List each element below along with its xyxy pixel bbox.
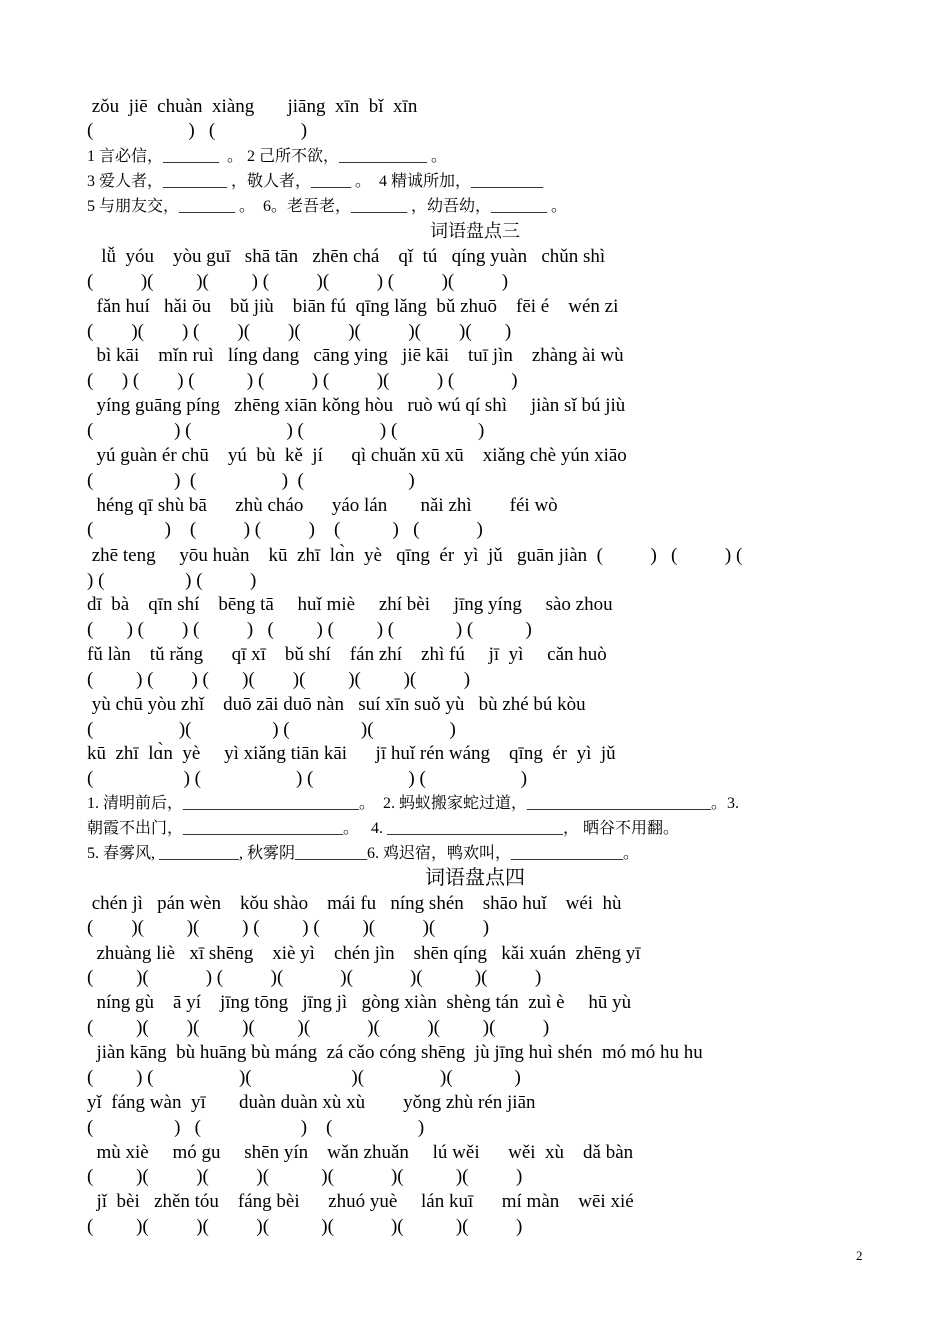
pinyin-line: yú guàn ér chū yú bù kě jí qì chuǎn xū xū xiǎng chè yún xiāo	[87, 445, 627, 466]
answer-brackets-line[interactable]: ( )( ) ( )( )	[87, 719, 456, 740]
answer-brackets-line[interactable]: ( )( )( )( )( )( )( )	[87, 1166, 523, 1187]
fill-in-sentence-line[interactable]: 5 与朋友交，_______ 。 6。老吾老，_______ ，幼吾幼，_______ 。	[87, 198, 568, 215]
section-title: 词语盘点三	[430, 221, 520, 241]
pinyin-line: bì kāi mǐn ruì líng dang cāng ying jiē kāi tuī jìn zhàng ài wù	[87, 345, 624, 366]
answer-brackets-line[interactable]: ) ( ) ( )	[87, 570, 257, 591]
pinyin-line: kū zhī lɑ̀n yè yì xiǎng tiān kāi jī huǐ rén wáng qīng ér yì jǔ	[87, 743, 616, 764]
pinyin-line: zhuàng liè xī shēng xiè yì chén jìn shēn qíng kǎi xuán zhēng yī	[87, 943, 641, 964]
answer-brackets-line[interactable]: ( ) ( ) ( ) ( )	[87, 420, 485, 441]
pinyin-line: chén jì pán wèn kǒu shào mái fu níng shén shāo huǐ wéi hù	[87, 893, 622, 914]
answer-brackets-line[interactable]: ( ) ( ) ( ) ( ) ( ) ( ) ( )	[87, 619, 532, 640]
answer-brackets-line[interactable]: ( ) ( ) ( ) ( )	[87, 768, 528, 789]
pinyin-line: mù xiè mó gu shēn yín wǎn zhuǎn lú wěi wěi xù dǎ bàn	[87, 1142, 634, 1163]
pinyin-line: fǔ làn tǔ rǎng qī xī bǔ shí fán zhí zhì fú jī yì cǎn huò	[87, 644, 607, 665]
answer-brackets-line[interactable]: ( )( )( )( )( )( )( )( )	[87, 1017, 550, 1038]
fill-in-sentence-line[interactable]: 5. 春雾风, __________, 秋雾阴_________6. 鸡迟宿，鸭欢叫，______________。	[87, 845, 640, 862]
answer-brackets-line[interactable]: ( )( )( )( )( )( )( )	[87, 1216, 523, 1237]
pinyin-line: yǐ fáng wàn yī duàn duàn xù xù yǒng zhù rén jiān	[87, 1092, 536, 1113]
pinyin-line: fǎn huí hǎi ōu bǔ jiù biān fú qīng lǎng bǔ zhuō fēi é wén zi	[87, 296, 619, 317]
answer-brackets-line[interactable]: ( ) ( ) ( )	[87, 1117, 425, 1138]
answer-brackets-line[interactable]: ( )( )( ) ( ) ( )( )( )	[87, 917, 490, 938]
pinyin-line: dī bà qīn shí bēng tā huǐ miè zhí bèi jīng yíng sào zhou	[87, 594, 613, 615]
pinyin-line: jǐ bèi zhěn tóu fáng bèi zhuó yuè lán kuī mí màn wēi xié	[87, 1191, 634, 1212]
answer-brackets-line[interactable]: ( )( )( ) ( )( ) ( )( )	[87, 271, 509, 292]
fill-in-sentence-line[interactable]: 朝霞不出门，____________________。 4. ______________________， 晒谷不用翻。	[87, 820, 680, 837]
pinyin-line: níng gù ā yí jīng tōng jīng jì gòng xiàn shèng tán zuì è hū yù	[87, 992, 632, 1013]
pinyin-line: yù chū yòu zhǐ duō zāi duō nàn suí xīn suǒ yù bù zhé bú kòu	[87, 694, 586, 715]
page-number: 2	[856, 1248, 863, 1263]
pinyin-line: héng qī shù bā zhù cháo yáo lán nǎi zhì féi wò	[87, 495, 558, 516]
answer-brackets-line[interactable]: ( ) ( )( )( )( )	[87, 1067, 521, 1088]
fill-in-sentence-line[interactable]: 3 爱人者，________ ，敬人者，_____ 。 4 精诚所加，_________	[87, 173, 544, 190]
answer-brackets-line[interactable]: ( )( ) ( )( )( )( )( )( )	[87, 321, 512, 342]
answer-brackets-line[interactable]: ( ) ( ) ( ) ( ) ( )	[87, 519, 483, 540]
answer-brackets-line[interactable]: ( )( ) ( )( )( )( )( )	[87, 967, 542, 988]
answer-brackets-line[interactable]: ( ) ( )	[87, 120, 308, 141]
fill-in-sentence-line[interactable]: 1 言必信，_______ 。 2 己所不欲，___________ 。	[87, 148, 448, 165]
pinyin-line: lǚ yóu yòu guī shā tān zhēn chá qǐ tú qíng yuàn chǔn shì	[87, 246, 606, 267]
pinyin-line: zhē teng yōu huàn kū zhī lɑ̀n yè qīng ér yì jǔ guān jiàn ( ) ( ) (	[87, 545, 743, 566]
pinyin-line: jiàn kāng bù huāng bù máng zá cǎo cóng shēng jù jīng huì shén mó mó hu hu	[87, 1042, 703, 1063]
pinyin-line: zǒu jiē chuàn xiàng jiāng xīn bǐ xīn	[87, 96, 418, 117]
section-title: 词语盘点四	[425, 867, 525, 889]
pinyin-line: yíng guāng píng zhēng xiān kǒng hòu ruò wú qí shì jiàn sǐ bú jiù	[87, 395, 626, 416]
answer-brackets-line[interactable]: ( ) ( ) ( )	[87, 470, 415, 491]
answer-brackets-line[interactable]: ( ) ( ) ( )( )( )( )( )	[87, 669, 471, 690]
fill-in-sentence-line[interactable]: 1. 清明前后，______________________。 2. 蚂蚁搬家蛇过道，_______________________。3.	[87, 795, 740, 812]
answer-brackets-line[interactable]: ( ) ( ) ( ) ( ) ( )( ) ( )	[87, 370, 518, 391]
